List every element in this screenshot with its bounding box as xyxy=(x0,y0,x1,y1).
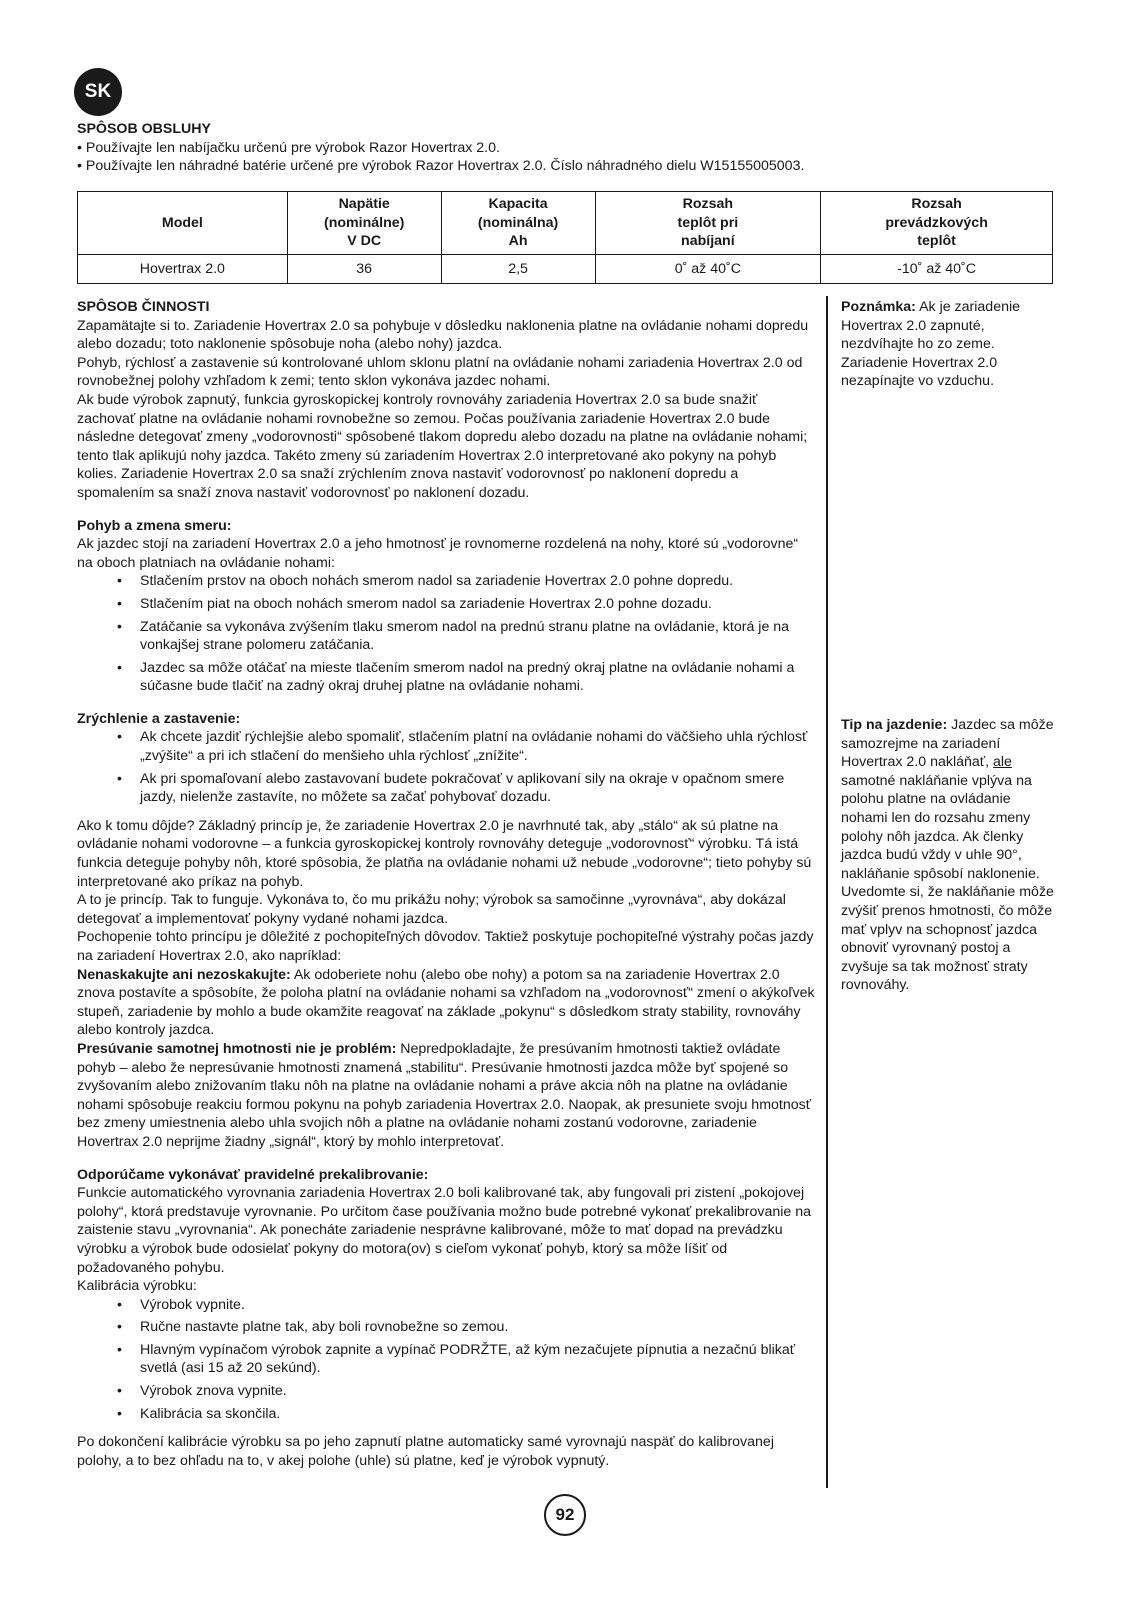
note-label: Poznámka: xyxy=(841,299,916,315)
warning-paragraph: Nenaskakujte ani nezoskakujte: Ak odoberiete nohu (alebo obe nohy) a potom sa na zariadenie Hovertrax 2.0 znova postavíte a spôsobíte, že poloha platní na ovládanie nohami sa vzhľadom na „vodorovnosť“ zmení o akýkoľvek stupeň, zariadenie by mohlo a bude okamžite reagovať na základe „pokynu“ s dôsledkom straty stability, rovnováhy alebo kontroly jazdca. xyxy=(77,966,815,1039)
operation-section xyxy=(77,120,827,176)
motion-list xyxy=(77,572,817,696)
main-text-column xyxy=(77,298,817,1470)
accel-list xyxy=(77,728,817,806)
paragraph: Ak jazdec stojí na zariadení Hovertrax 2.0 a jeho hmotnosť je rovnomerne rozdelená na nohy, ktoré sú „vodorovne“ na oboch platniach na ovládanie nohami: xyxy=(77,536,799,571)
paragraph: Pohyb, rýchlosť a zastavenie sú kontrolované uhlom sklonu platní na ovládanie nohami zariadenia Hovertrax 2.0 od rovnobežnej polohy vzhľadom k zemi; tento sklon vykonáva jazdec nohami. xyxy=(77,354,803,390)
paragraph: Pochopenie tohto princípu je dôležité z pochopiteľných dôvodov. Taktiež poskytuje pochopiteľné výstrahy počas jazdy na zariadení Hovertrax 2.0, ako napríklad: xyxy=(77,929,814,964)
cell-charge-temp: 0˚ až 40˚C xyxy=(595,255,821,284)
header-operating-temp: Rozsah prevádzkových teplôt xyxy=(821,192,1053,255)
header-model: Model xyxy=(78,192,288,255)
recalibration-heading: Odporúčame vykonávať pravidelné prekalibrovanie: xyxy=(77,1166,429,1183)
paragraph: Ak bude výrobok zapnutý, funkcia gyroskopickej kontroly rovnováhy zariadenia Hovertrax 2.0 sa bude snažiť zachovať platne na ovládanie nohami rovnobežne so zemou. Počas používania zariadenie Hovertrax 2.0 bude následne detegovať zmeny „vodorovnosti“ spôsobené tlakom dopredu alebo dozadu na platne na ovládanie nohami; tento tlak aplikujú nohy jazdca. Takéto zmeny sú zariadením Hovertrax 2.0 interpretované ako pokyny na pohyb kolies. Zariadenie Hovertrax 2.0 sa snaží zrýchlením znova nastaviť vodorovnosť po naklonení dopredu a spomalením sa snaží znova nastaviť vodorovnosť po naklonení dozadu. xyxy=(77,391,808,501)
list-item: • Zatáčanie sa vykonáva zvýšením tlaku smerom nadol na prednú stranu platne na ovládanie, ktorá je na vonkajšej strane polomeru zatáčania. xyxy=(117,618,817,655)
operation-heading: SPÔSOB OBSLUHY xyxy=(77,121,212,137)
operation-line: • Používajte len nabíjačku určenú pre výrobok Razor Hovertrax 2.0. xyxy=(77,139,500,156)
table-row xyxy=(78,255,1053,284)
operation-line: • Používajte len náhradné batérie určené pre výrobok Razor Hovertrax 2.0. Číslo náhradného dielu W15155005003. xyxy=(77,158,805,175)
warning-label: Presúvanie samotnej hmotnosti nie je problém: xyxy=(77,1040,397,1057)
paragraph: Zapamätajte si to. Zariadenie Hovertrax 2.0 sa pohybuje v dôsledku naklonenia platne na ovládanie nohami dopredu alebo dozadu; toto naklonenie spôsobuje noha (alebo nohy) jazdca. xyxy=(77,317,809,353)
battery-spec-table xyxy=(77,191,1053,284)
cell-operating-temp: -10˚ až 40˚C xyxy=(821,255,1053,284)
calibration-subheading: Kalibrácia výrobku: xyxy=(77,1278,197,1295)
language-badge: SK xyxy=(74,68,122,116)
tip-sidebar: Tip na jazdenie: Jazdec sa môže samozrejme na zariadení Hovertrax 2.0 nakláňať, ale samotné nakláňanie vplýva na polohu platne na ovládanie nohami len do rozsahu zmeny polohy nôh jazdca. Ak členky jazdca budú vždy v uhle 90°, nakláňanie spôsobí naklonenie. Uvedomte si, že nakláňanie môže zvýšiť prenos hmotnosti, čo môže mať vplyv na schopnosť jazdca obnoviť vyrovnaný postoj a zvyšuje sa tak možnosť straty rovnováhy. xyxy=(841,717,1054,994)
column-divider xyxy=(826,296,828,1488)
list-item: • Výrobok znova vypnite. xyxy=(117,1382,817,1401)
paragraph: Funkcie automatického vyrovnania zariadenia Hovertrax 2.0 boli kalibrované tak, aby fungovali pri zistení „pokojovej polohy“, ktorá predstavuje vyrovnanie. Po určitom čase používania možno bude potrebné vykonať prekalibrovanie na zaistenie stavu „vyrovnania“. Ak ponecháte zariadenie nesprávne kalibrované, môže to mať dopad na prevádzku výrobku a výrobok bude odosielať pokyny do motora(ov) s cieľom vykonať pohyb, ktorý sa môže líšiť od požadovaného pohybu. xyxy=(77,1185,812,1276)
tip-underlined: ale xyxy=(993,754,1012,771)
list-item: • Ručne nastavte platne tak, aby boli rovnobežne so zemou. xyxy=(117,1318,817,1337)
warning-paragraph: Presúvanie samotnej hmotnosti nie je problém: Nepredpokladajte, že presúvaním hmotnosti taktiež ovládate pohyb – alebo že nepresúvanie hmotnosti znamená „stabilitu“. Presúvanie hmotnosti jazdca môže byť spojené so zvyšovaním alebo znižovaním tlaku nôh na platne na ovládanie nohami a práve akcia nôh na platne na ovládanie nohami spôsobuje reakciu formou pokynu na pohyb zariadenia Hovertrax 2.0. Naopak, ak presuniete svoju hmotnosť bez zmeny umiestnenia alebo uhla svojich nôh a platne na ovládanie nohami zostanú vodorovne, zariadenie Hovertrax 2.0 neprijme žiadny „signál“, ktorý by mohlo interpretovať. xyxy=(77,1040,812,1150)
warning-label: Nenaskakujte ani nezoskakujte: xyxy=(77,966,291,983)
header-capacity: Kapacita (nominálna) Ah xyxy=(441,192,595,255)
list-item: • Stlačením prstov na oboch nohách smerom nadol sa zariadenie Hovertrax 2.0 pohne dopredu. xyxy=(117,572,817,591)
motion-heading: Pohyb a zmena smeru: xyxy=(77,517,232,534)
note-text: Ak je zariadenie Hovertrax 2.0 zapnuté, nezdvíhajte ho zo zeme. Zariadenie Hovertrax 2.0 nezapínajte vo vzduchu. xyxy=(841,299,1021,390)
calibration-steps xyxy=(77,1296,817,1424)
list-item: • Jazdec sa môže otáčať na mieste tlačením smerom nadol na predný okraj platne na ovládanie nohami a súčasne bude tlačiť na zadný okraj druhej platne na ovládanie nohami. xyxy=(117,659,817,696)
list-item: • Hlavným vypínačom výrobok zapnite a vypínač PODRŽTE, až kým nezačujete pípnutia a nezačnú blikať svetlá (asi 15 až 20 sekúnd). xyxy=(117,1341,817,1378)
cell-capacity: 2,5 xyxy=(441,255,595,284)
list-item: • Kalibrácia sa skončila. xyxy=(117,1405,817,1424)
list-item: • Stlačením piat na oboch nohách smerom nadol sa zariadenie Hovertrax 2.0 pohne dozadu. xyxy=(117,595,817,614)
accel-heading: Zrýchlenie a zastavenie: xyxy=(77,710,241,727)
cell-voltage: 36 xyxy=(287,255,441,284)
tip-label: Tip na jazdenie: xyxy=(841,717,948,733)
table-header-row xyxy=(78,192,1053,255)
page-number: 92 xyxy=(544,1494,586,1536)
paragraph: Po dokončení kalibrácie výrobku sa po jeho zapnutí platne automaticky samé vyrovnajú naspäť do kalibrovanej polohy, a to bez ohľadu na to, v akej polohe (uhle) sú platne, keď je výrobok vypnutý. xyxy=(77,1434,774,1469)
header-charge-temp: Rozsah teplôt pri nabíjaní xyxy=(595,192,821,255)
list-item: • Ak pri spomaľovaní alebo zastavovaní budete pokračovať v aplikovaní sily na okraje v opačnom smere jazdy, nielenže zastavíte, no môžete sa začať pohybovať dozadu. xyxy=(117,770,817,807)
paragraph: A to je princíp. Tak to funguje. Vykonáva to, čo mu prikážu nohy; výrobok sa samočinne „vyrovnáva“, aby dokázal detegovať a implementovať pokyny vydané nohami jazdca. xyxy=(77,892,786,927)
paragraph: Ako k tomu dôjde? Základný princíp je, že zariadenie Hovertrax 2.0 je navrhnuté tak, aby „stálo“ ak sú platne na ovládanie nohami vodorovne – a funkcia gyroskopickej kontroly rovnováhy deteguje „vodorovnosť“ výrobku. Tá istá funkcia deteguje pohyby nôh, ktoré spôsobia, že platňa na ovládanie nohami už nebude „vodorovne“; tieto pohyby sú interpretované ako príkaz na pohyb. xyxy=(77,817,812,890)
list-item: • Výrobok vypnite. xyxy=(117,1296,817,1315)
header-voltage: Napätie (nominálne) V DC xyxy=(287,192,441,255)
note-sidebar xyxy=(841,298,1056,391)
cell-model: Hovertrax 2.0 xyxy=(78,255,288,284)
function-heading: SPÔSOB ČINNOSTI xyxy=(77,299,210,315)
list-item: • Ak chcete jazdiť rýchlejšie alebo spomaliť, stlačením platní na ovládanie nohami do väčšieho uhla rýchlosť „zvýšite“ a pri ich stlačení do menšieho uhla rýchlosť „znížite“. xyxy=(117,728,817,765)
